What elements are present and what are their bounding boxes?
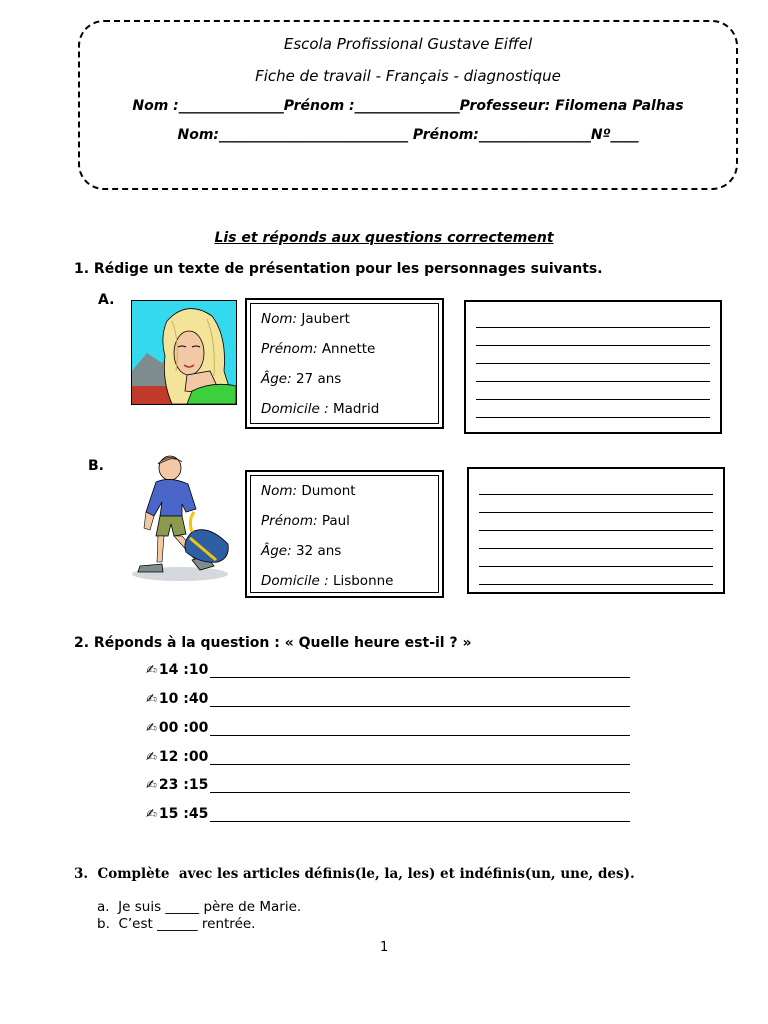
answer-line[interactable] [476,382,710,400]
time-answer-row[interactable] [146,720,630,736]
field-value: 27 ans [295,371,342,387]
question-2-title: 2. Réponds à la question : « Quelle heure est-il ? » [74,635,472,651]
time-answer-row[interactable] [146,777,630,793]
answer-line[interactable] [479,495,713,513]
field-value: 32 ans [295,543,342,559]
header-box [78,20,738,190]
answer-line[interactable] [479,531,713,549]
writing-hand-icon: ✍ [146,721,157,736]
field-label: Domicile : [261,573,329,589]
student-number-line: Nom:___________________________ Prénom:________________Nº____ [177,127,639,143]
instructions: Lis et réponds aux questions correctement [214,230,554,246]
answer-line[interactable] [210,750,630,765]
man-with-bag-image [130,454,234,584]
time-answer-row[interactable] [146,662,630,678]
person-b-letter: B. [88,458,104,474]
answer-line[interactable] [476,364,710,382]
question-1-title: 1. Rédige un texte de présentation pour les personnages suivants. [74,261,603,277]
school-name: Escola Profissional Gustave Eiffel [283,35,533,53]
id-row [261,478,428,508]
id-row [261,568,428,598]
time-answer-row[interactable] [146,691,630,707]
person-b-answer-box[interactable] [467,467,725,594]
item-marker: a. [97,899,110,915]
answer-line[interactable] [479,513,713,531]
item-marker: b. [97,916,110,932]
answer-line[interactable] [476,400,710,418]
exercise-item [97,899,301,915]
writing-hand-icon: ✍ [146,692,157,707]
field-label: Âge: [261,543,292,559]
answer-line[interactable] [210,778,630,793]
answer-line[interactable] [476,310,710,328]
time-label: 14 :10 [158,662,209,678]
field-value: Paul [321,513,350,529]
answer-line[interactable] [210,663,630,678]
field-value: Lisbonne [332,573,394,589]
answer-line[interactable] [210,721,630,736]
answer-line[interactable] [210,807,630,822]
time-label: 10 :40 [158,691,209,707]
answer-line[interactable] [476,346,710,364]
writing-hand-icon: ✍ [146,778,157,793]
person-b-id-card [245,470,444,598]
answer-line[interactable] [479,477,713,495]
field-value: Madrid [332,401,380,417]
id-row [261,336,428,366]
id-row [261,508,428,538]
time-answer-row[interactable] [146,806,630,822]
field-value: Annette [321,341,376,357]
field-label: Nom: [261,311,298,327]
writing-hand-icon: ✍ [146,807,157,822]
field-label: Âge: [261,371,292,387]
item-text: Je suis _____ père de Marie. [118,899,302,915]
id-row [261,538,428,568]
answer-line[interactable] [476,328,710,346]
field-label: Nom: [261,483,298,499]
person-a-letter: A. [98,292,115,308]
id-row [261,396,428,426]
item-text: C’est ______ rentrée. [118,916,256,932]
page-number: 1 [380,940,389,955]
person-a-id-card [245,298,444,429]
exercise-item [97,916,255,932]
field-label: Domicile : [261,401,329,417]
sheet-title: Fiche de travail - Français - diagnostique [255,67,561,85]
field-value: Jaubert [301,311,350,327]
id-row [261,366,428,396]
time-label: 00 :00 [158,720,209,736]
answer-line[interactable] [210,692,630,707]
time-answer-row[interactable] [146,749,630,765]
field-label: Prénom: [261,513,318,529]
answer-line[interactable] [479,567,713,585]
field-label: Prénom: [261,341,318,357]
time-label: 12 :00 [158,749,209,765]
answer-line[interactable] [479,549,713,567]
time-label: 23 :15 [158,777,209,793]
woman-portrait-image [131,300,237,405]
writing-hand-icon: ✍ [146,750,157,765]
person-a-answer-box[interactable] [464,300,722,434]
id-row [261,306,428,336]
time-label: 15 :45 [158,806,209,822]
student-teacher-line: Nom :_______________Prénom :_______________Professeur: Filomena Palhas [132,98,684,114]
writing-hand-icon: ✍ [146,663,157,678]
question-3-title: 3. Complète avec les articles définis(le, la, les) et indéfinis(un, une, des). [74,866,635,882]
field-value: Dumont [301,483,356,499]
